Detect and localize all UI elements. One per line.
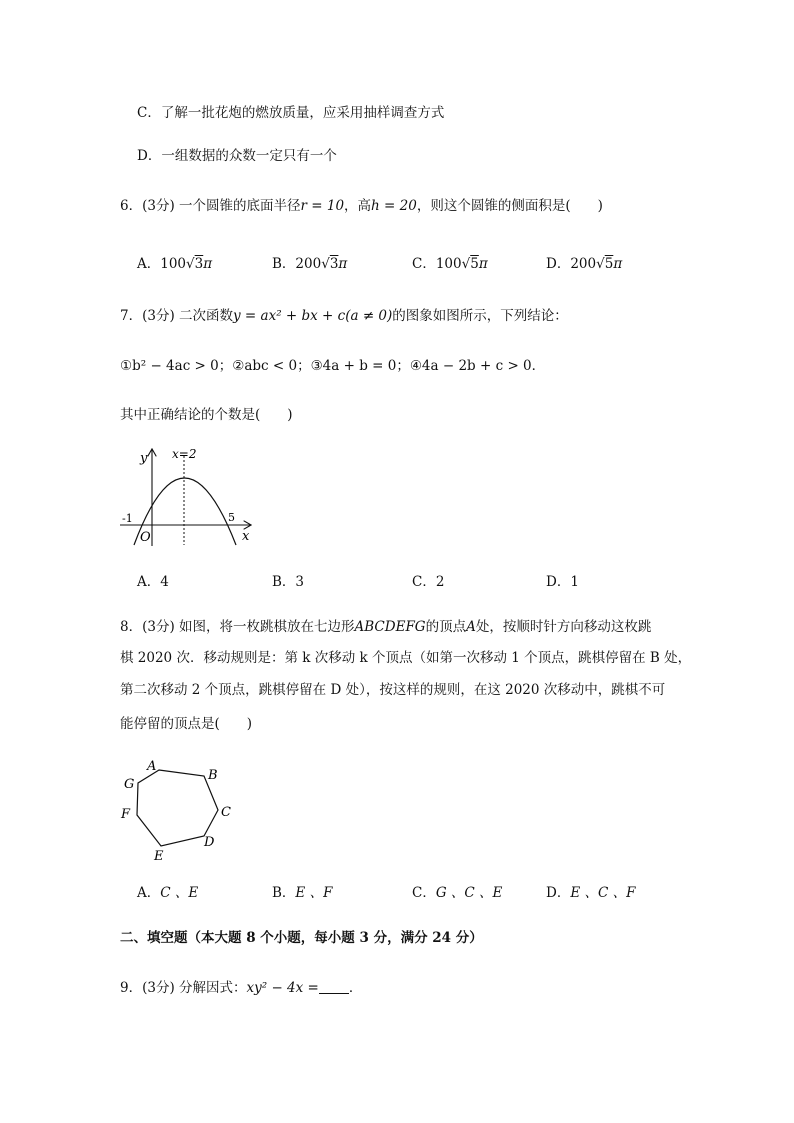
- answer-blank[interactable]: [319, 979, 349, 994]
- q6-option-a[interactable]: [137, 254, 212, 274]
- q6-option-pi: π: [203, 256, 213, 272]
- q6-height: h = 20: [371, 198, 417, 214]
- q6-option-radicand: 5: [604, 256, 614, 272]
- option-c-line: C．了解一批花炮的燃放质量，应采用抽样调查方式: [137, 105, 445, 121]
- q6-option-b[interactable]: [272, 254, 347, 274]
- q8-option-b[interactable]: B．E 、F: [272, 885, 333, 901]
- section-2-heading: 二、填空题（本大题 8 个小题，每小题 3 分，满分 24 分）: [120, 930, 483, 946]
- vertex-c: C: [221, 805, 231, 820]
- origin-label: O: [140, 530, 151, 545]
- q7-option-c[interactable]: C．2: [412, 574, 445, 590]
- q6-radius: r = 10: [300, 198, 345, 214]
- q6-option-d[interactable]: [546, 254, 622, 274]
- q7-suffix: 的图象如图所示，下列结论：: [392, 308, 568, 324]
- q8-option-a[interactable]: A．C 、E: [137, 885, 199, 901]
- q6-option-coef: 200: [295, 256, 322, 272]
- q6-option-c[interactable]: [412, 254, 488, 274]
- x-label: x: [242, 529, 250, 544]
- question-8-line3: 第二次移动 2 个顶点，跳棋停留在 D 处），按这样的规则，在这 2020 次移动中，跳棋不可: [120, 682, 666, 698]
- q7-prefix: 7．(3分) 二次函数: [120, 308, 234, 324]
- q6-mid: ，高: [344, 198, 372, 214]
- q6-suffix: ，则这个圆锥的侧面积是( ): [416, 198, 603, 214]
- q8-option-d[interactable]: D．E 、C 、F: [546, 885, 636, 901]
- question-9: 9．(3分) 分解因式：xy² − 4x = ．: [120, 980, 363, 996]
- q6-option-coef: 100: [160, 256, 187, 272]
- neg-root-label: -1: [122, 512, 133, 525]
- vertex-e: E: [154, 849, 164, 864]
- vertex-b: B: [208, 768, 218, 783]
- sqrt-icon: √: [596, 256, 605, 272]
- question-7: [120, 306, 568, 326]
- q7-option-a[interactable]: A．4: [137, 574, 169, 590]
- parabola-graph: [118, 442, 268, 550]
- q6-option-pi: π: [613, 256, 623, 272]
- q8-option-c[interactable]: C．G 、C 、E: [412, 885, 503, 901]
- option-d-line: D．一组数据的众数一定只有一个: [137, 148, 337, 164]
- q7-ask: 其中正确结论的个数是( ): [120, 407, 293, 423]
- q7-option-d[interactable]: D．1: [546, 574, 579, 590]
- vertex-g: G: [124, 777, 135, 792]
- sqrt-icon: √: [321, 256, 330, 272]
- q6-option-radicand: 3: [329, 256, 339, 272]
- q7-function: y = ax² + bx + c(a ≠ 0): [233, 308, 393, 324]
- vertex-a: A: [147, 759, 157, 774]
- y-label: y: [140, 451, 148, 466]
- question-8-line1: 8．(3分) 如图，将一枚跳棋放在七边形ABCDEFG的顶点A处，按顺时针方向移动这枚跳: [120, 619, 652, 635]
- q6-option-radicand: 3: [194, 256, 204, 272]
- question-6: [120, 196, 603, 216]
- q7-conclusions: ①b² − 4ac > 0；②abc < 0；③4a + b = 0；④4a − 2b + c > 0．: [120, 358, 546, 374]
- q6-option-label: B．: [272, 256, 296, 272]
- q6-option-coef: 100: [435, 256, 462, 272]
- question-8-line4: 能停留的顶点是( ): [120, 716, 253, 732]
- vertex-f: F: [121, 807, 131, 822]
- q6-option-radicand: 5: [470, 256, 479, 272]
- q6-option-label: A．: [137, 256, 161, 272]
- sqrt-icon: √: [186, 256, 195, 272]
- q6-prefix: 6．(3分) 一个圆锥的底面半径: [120, 198, 301, 214]
- q6-option-pi: π: [478, 256, 488, 272]
- q6-option-label: D．: [546, 256, 571, 272]
- heptagon-figure: [114, 758, 244, 864]
- pos-root-label: 5: [228, 511, 235, 524]
- q6-option-label: C．: [412, 256, 436, 272]
- q6-option-pi: π: [338, 256, 348, 272]
- question-8-line2: 棋 2020 次．移动规则是：第 k 次移动 k 个顶点（如第一次移动 1 个顶点，跳棋停留在 B 处，: [120, 650, 692, 666]
- axis-label: x=2: [172, 447, 197, 461]
- q7-option-b[interactable]: B．3: [272, 574, 305, 590]
- sqrt-icon: √: [461, 256, 471, 272]
- q6-option-coef: 200: [570, 256, 597, 272]
- vertex-d: D: [204, 835, 215, 850]
